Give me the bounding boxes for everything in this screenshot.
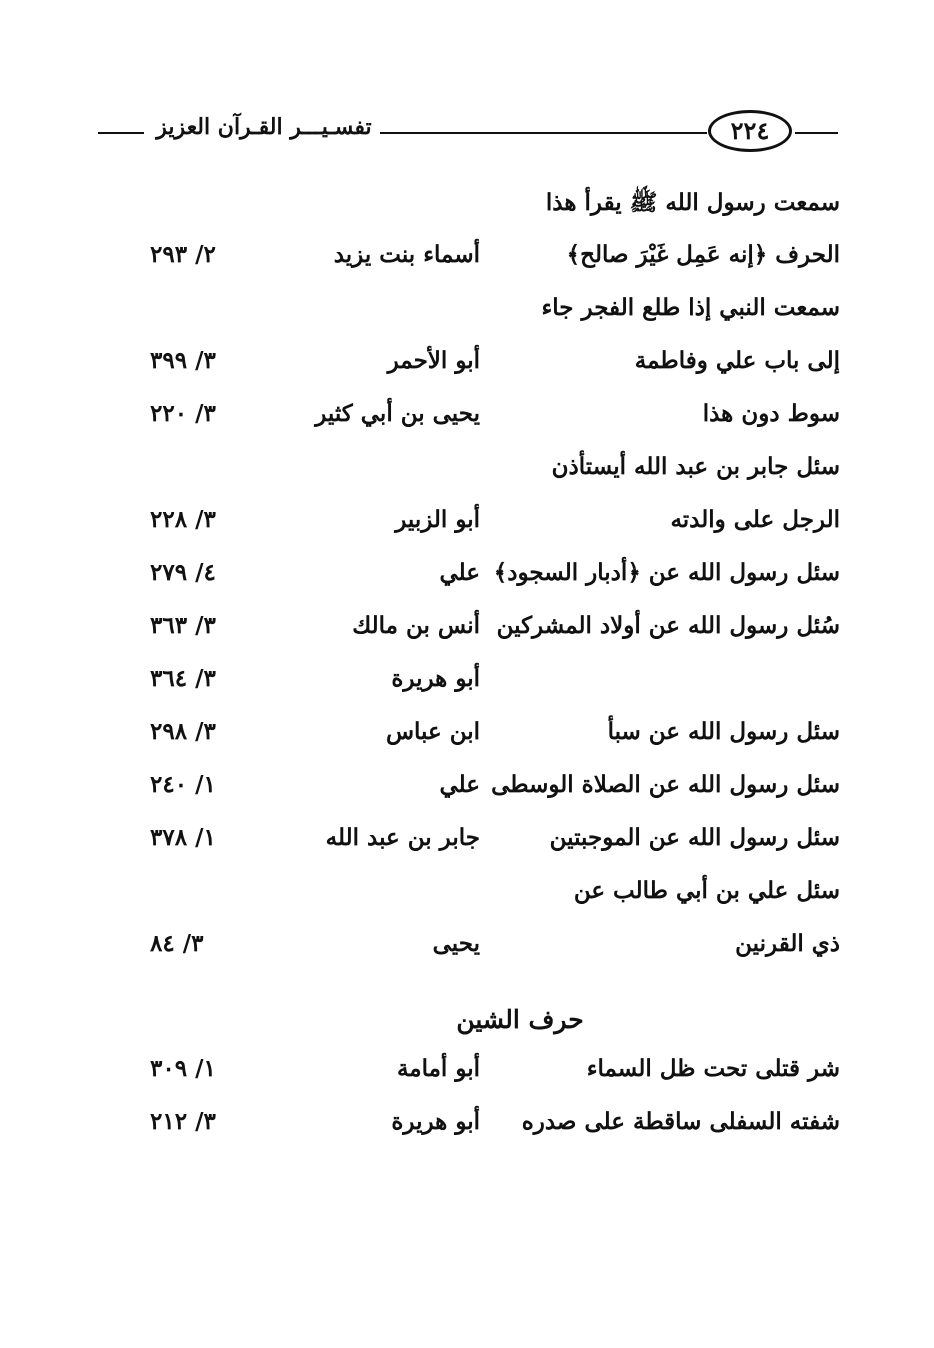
narrator: يحيى [432,930,480,957]
volume-page-ref: ٣/ ٢٢٨ [150,506,216,533]
volume-page-ref: ١/ ٢٤٠ [150,771,216,798]
narrator: يحيى بن أبي كثير [315,400,480,427]
header-rule-left [98,132,144,134]
narrator: ابن عباس [385,718,480,745]
hadith-text: الرجل على والدته [670,506,840,533]
volume-page-ref: ٣/ ٣٦٤ [150,665,216,692]
index-row [150,869,840,922]
index-row [150,392,840,445]
hadith-text: سمعت النبي إذا طلع الفجر جاء [541,294,840,321]
index-row [150,1047,840,1100]
index-row [150,657,840,710]
narrator: علي [439,771,480,798]
page-number: ٢٢٤ [708,110,792,152]
hadith-text: سئل رسول الله عن الصلاة الوسطى [491,771,840,798]
narrator: أبو الزبير [395,506,480,533]
narrator: أبو أمامة [396,1055,480,1082]
narrator: أبو الأحمر [387,347,480,374]
volume-page-ref: ٤/ ٢٧٩ [150,559,216,586]
volume-page-ref: ٣/ ٣٩٩ [150,347,216,374]
running-title: تفسـيـــر القـرآن العزيز [156,114,372,140]
header-rule-middle [380,132,707,134]
hadith-text: شفته السفلى ساقطة على صدره [521,1108,840,1135]
section-heading: حرف الشين [456,1005,584,1034]
index-row [150,180,840,233]
hadith-text: سمعت رسول الله ﷺ يقرأ هذا [545,189,840,216]
volume-page-ref: ٣/ ٣٦٣ [150,612,216,639]
index-row [150,763,840,816]
hadith-text: شر قتلى تحت ظل السماء [586,1055,840,1082]
hadith-text: سئل رسول الله عن الموجبتين [549,824,840,851]
narrator: أبو هريرة [391,1108,480,1135]
index-row [150,233,840,286]
volume-page-ref: ٣/ ٢٢٠ [150,400,216,427]
narrator: أبو هريرة [391,665,480,692]
narrator: أنس بن مالك [352,612,480,639]
section-header [150,975,840,1047]
hadith-text: إلى باب علي وفاطمة [634,347,840,374]
narrator: علي [439,559,480,586]
volume-page-ref: ٣/ ٢٩٨ [150,718,216,745]
hadith-text: سئل رسول الله عن سبأ [607,718,840,745]
hadith-text: سئل علي بن أبي طالب عن [573,877,840,904]
hadith-text: سُئل رسول الله عن أولاد المشركين [496,612,840,639]
volume-page-ref: ٣/ ٨٤ [150,930,204,957]
index-row [150,551,840,604]
page-header [98,108,838,158]
hadith-text: سوط دون هذا [702,400,840,427]
index-row [150,445,840,498]
hadith-index [150,180,840,1153]
hadith-text: سئل رسول الله عن ﴿أدبار السجود﴾ [493,559,840,586]
volume-page-ref: ٢/ ٢٩٣ [150,241,216,268]
index-row [150,816,840,869]
index-row [150,286,840,339]
narrator: جابر بن عبد الله [325,824,480,851]
header-rule-right [795,132,838,134]
volume-page-ref: ١/ ٣٠٩ [150,1055,216,1082]
narrator: أسماء بنت يزيد [333,241,480,268]
index-row [150,339,840,392]
index-row [150,498,840,551]
index-row [150,710,840,763]
volume-page-ref: ١/ ٣٧٨ [150,824,216,851]
index-row [150,922,840,975]
hadith-text: سئل جابر بن عبد الله أيستأذن [551,453,840,480]
index-row [150,1100,840,1153]
hadith-text: الحرف ﴿إنه عَمِل غَيْرَ صالح﴾ [566,241,840,268]
index-row [150,604,840,657]
hadith-text: ذي القرنين [735,930,840,957]
volume-page-ref: ٣/ ٢١٢ [150,1108,216,1135]
